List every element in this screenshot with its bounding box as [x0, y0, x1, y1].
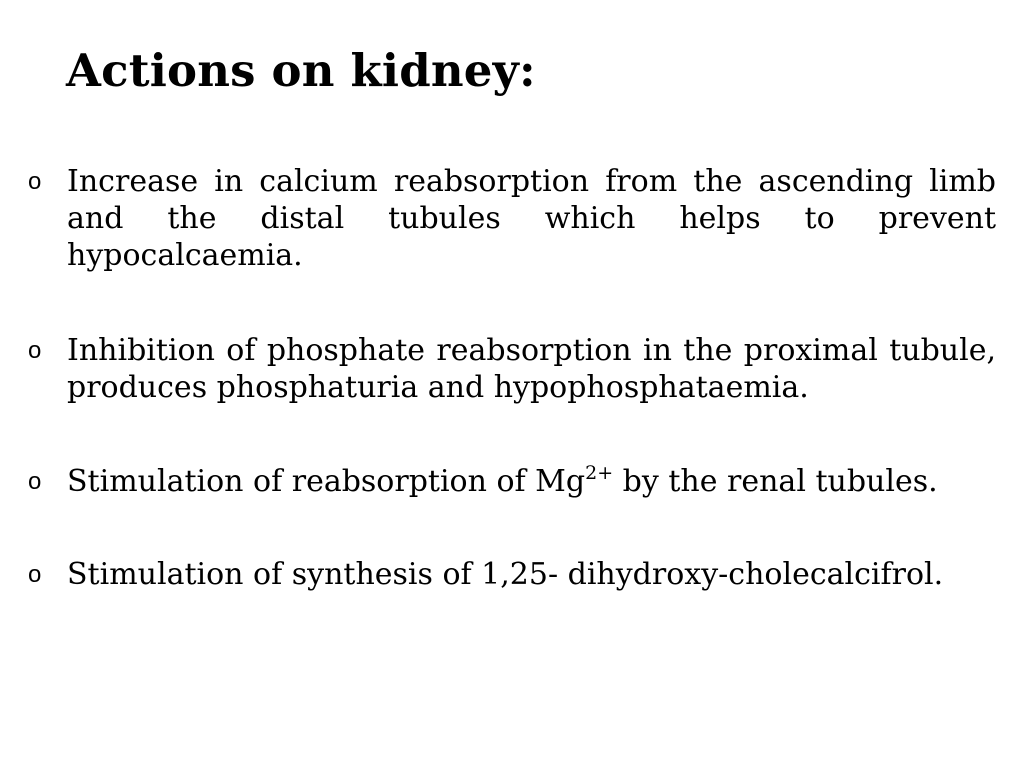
bullet-text: Stimulation of synthesis of 1,25- dihydroxy-cholecalcifrol.	[67, 557, 944, 592]
bullet-marker-icon: o	[28, 168, 42, 195]
bullet-marker-icon: o	[28, 337, 42, 364]
bullet-item-magnesium-reabsorption	[28, 463, 996, 500]
bullet-text-after-superscript: by the renal tubules.	[613, 464, 938, 499]
bullet-marker-icon: o	[28, 561, 42, 588]
bullet-text-before-superscript: Stimulation of reabsorption of Mg	[67, 464, 586, 499]
bullet-list	[28, 163, 996, 651]
bullet-marker-icon: o	[28, 468, 42, 495]
bullet-item-calcitriol-synthesis	[28, 556, 996, 593]
magnesium-charge-superscript: 2+	[585, 462, 614, 484]
bullet-text: Increase in calcium reabsorption from the ascending limb and the distal tubules which helps to prevent hypocalcaemia.	[67, 164, 996, 273]
bullet-text: Inhibition of phosphate reabsorption in the proximal tubule, produces phosphaturia and hypophosphataemia.	[67, 333, 996, 405]
bullet-item-calcium-reabsorption	[28, 163, 996, 274]
bullet-text	[67, 463, 996, 500]
slide-title: Actions on kidney:	[66, 44, 536, 97]
bullet-item-phosphate-reabsorption	[28, 332, 996, 406]
